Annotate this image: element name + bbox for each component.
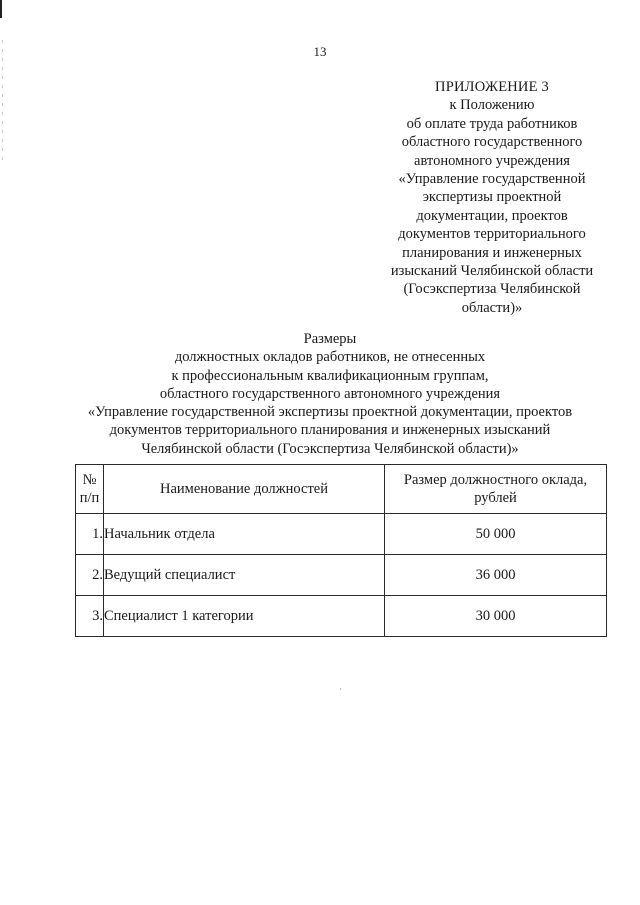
heading-line: к профессиональным квалификационным группам, bbox=[171, 367, 489, 384]
row-position-name: Ведущий специалист bbox=[104, 555, 385, 596]
appendix-line: к Положению bbox=[449, 97, 535, 114]
appendix-line: планирования и инженерных bbox=[402, 244, 582, 261]
table-header-row bbox=[76, 465, 607, 514]
table-row bbox=[76, 514, 607, 555]
salary-table bbox=[75, 464, 607, 637]
table-row bbox=[76, 555, 607, 596]
table-row bbox=[76, 596, 607, 637]
row-salary: 36 000 bbox=[385, 555, 607, 596]
appendix-block bbox=[372, 78, 612, 317]
appendix-line: документов территориального bbox=[398, 226, 586, 243]
appendix-line: областного государственного bbox=[401, 134, 583, 151]
row-position-name: Начальник отдела bbox=[104, 514, 385, 555]
scan-speck bbox=[340, 688, 341, 690]
row-number: 1. bbox=[76, 514, 104, 555]
header-position-name: Наименование должностей bbox=[104, 465, 385, 514]
appendix-line: изысканий Челябинской области bbox=[390, 263, 594, 280]
appendix-line: (Госэкспертиза Челябинской bbox=[403, 281, 581, 298]
heading-line: должностных окладов работников, не отнесенных bbox=[174, 349, 486, 366]
appendix-line: экспертизы проектной bbox=[422, 189, 562, 206]
scan-edge-mark bbox=[0, 0, 2, 18]
heading-line: «Управление государственной экспертизы проектной документации, проектов bbox=[87, 404, 573, 421]
appendix-line: области)» bbox=[461, 299, 523, 316]
heading-line: документов территориального планирования и инженерных изысканий bbox=[109, 422, 551, 439]
page-number: 13 bbox=[313, 44, 327, 59]
header-number: № п/п bbox=[76, 465, 104, 514]
appendix-line: «Управление государственной bbox=[398, 171, 586, 188]
appendix-title: ПРИЛОЖЕНИЕ 3 bbox=[435, 79, 549, 95]
appendix-line: об оплате труда работников bbox=[406, 115, 578, 132]
heading-line: Челябинской области (Госэкспертиза Челябинской области)» bbox=[141, 440, 519, 457]
header-salary: Размер должностного оклада, рублей bbox=[385, 465, 607, 514]
heading-title: Размеры bbox=[303, 331, 357, 347]
row-salary: 50 000 bbox=[385, 514, 607, 555]
document-heading bbox=[40, 330, 620, 458]
row-position-name: Специалист 1 категории bbox=[104, 596, 385, 637]
row-number: 2. bbox=[76, 555, 104, 596]
row-salary: 30 000 bbox=[385, 596, 607, 637]
row-number: 3. bbox=[76, 596, 104, 637]
appendix-line: автономного учреждения bbox=[414, 152, 570, 169]
appendix-line: документации, проектов bbox=[416, 207, 568, 224]
heading-line: областного государственного автономного учреждения bbox=[159, 385, 501, 402]
